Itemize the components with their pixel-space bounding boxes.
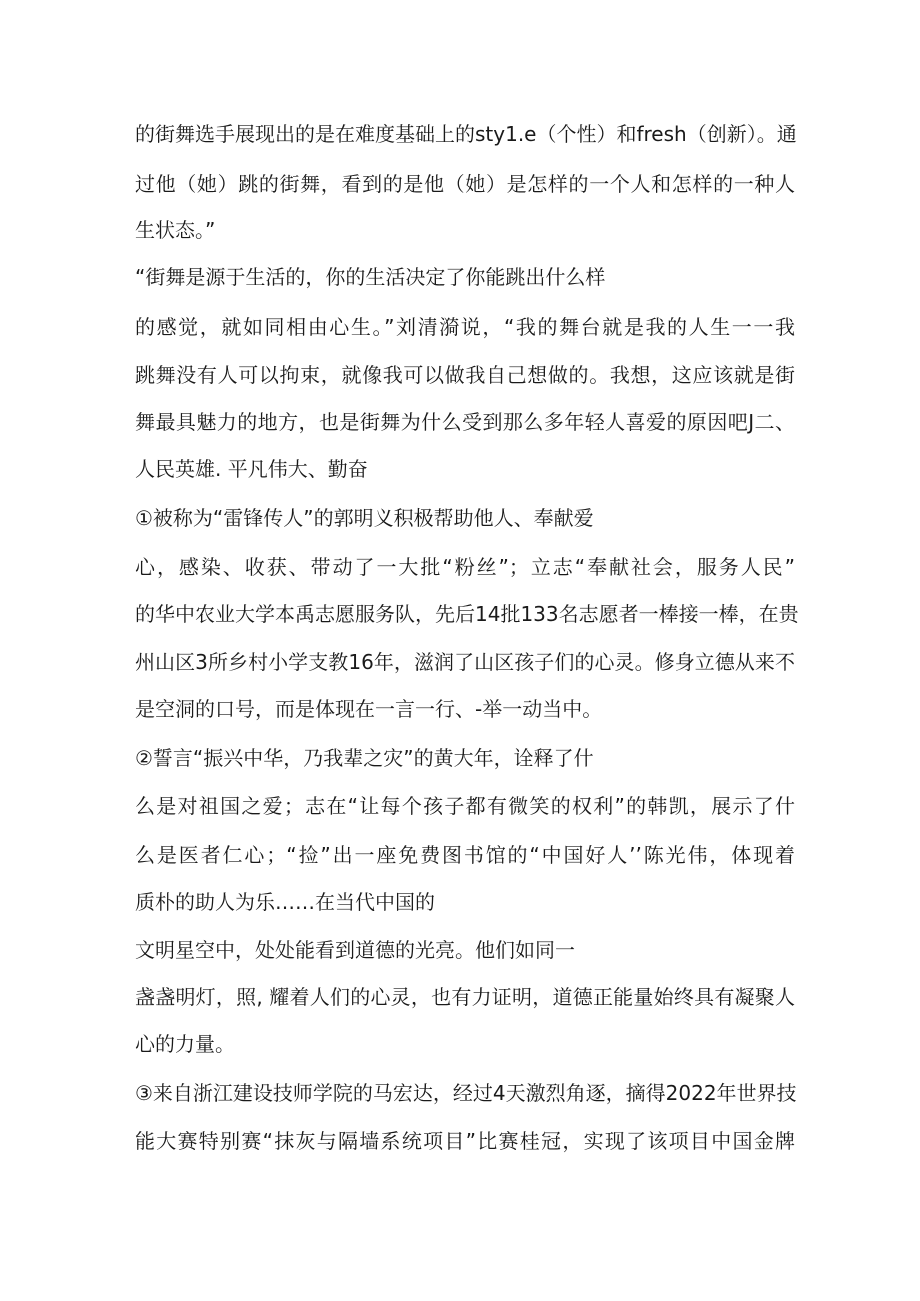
text-line-10: 心，感染、收获、带动了一大批“粉丝”；立志“奉献社会，服务人民” (135, 555, 795, 579)
text-line-15: 么是对祖国之爱；志在“让每个孩子都有微笑的权利”的韩凯，展示了什 (135, 794, 795, 818)
text-line-21: ③来自浙江建设技师学院的马宏达，经过4天激烈角逐，摘得2022年世界技 (135, 1081, 797, 1105)
text-line-4: “街舞是源于生活的，你的生活决定了你能跳出什么样 (135, 265, 606, 289)
text-line-13: 是空洞的口号，而是体现在一言一行、-举一动当中。 (135, 697, 603, 721)
text-line-12: 州山区3所乡村小学支教16年，滋润了山区孩子们的心灵。修身立德从来不 (135, 650, 795, 674)
text-line-8: 人民英雄. 平凡伟大、勤奋 (135, 457, 368, 481)
text-line-1: 的街舞选手展现出的是在难度基础上的sty1.e（个性）和fresh（创新）。通 (135, 122, 797, 146)
text-line-19: 盏盏明灯，照, 耀着人们的心灵，也有力证明，道德正能量始终具有凝聚人 (135, 985, 795, 1009)
text-line-18: 文明星空中，处处能看到道德的光亮。他们如同一 (135, 938, 575, 962)
text-line-6: 跳舞没有人可以拘束，就像我可以做我自己想做的。我想，这应该就是街 (135, 363, 795, 387)
text-line-14: ②誓言“振兴中华，乃我辈之灾”的黄大年，诠释了什 (135, 746, 594, 770)
text-line-20: 心的力量。 (135, 1032, 235, 1056)
text-line-3: 生状态。” (135, 218, 216, 242)
text-line-16: 么是医者仁心；“捡”出一座免费图书馆的“中国好人’’陈光伟，体现着 (135, 843, 795, 867)
text-line-17: 质朴的助人为乐……在当代中国的 (135, 890, 435, 914)
text-line-22: 能大赛特别赛“抹灰与隔墙系统项目”比赛桂冠，实现了该项目中国金牌 (135, 1129, 795, 1153)
text-line-11: 的华中农业大学本禹志愿服务队，先后14批133名志愿者一棒接一棒，在贵 (135, 602, 799, 626)
text-line-9: ①被称为“雷锋传人”的郭明义积极帮助他人、奉献爱 (135, 506, 594, 530)
text-line-2: 过他（她）跳的街舞，看到的是他（她）是怎样的一个人和怎样的一种人 (135, 172, 795, 196)
text-line-7: 舞最具魅力的地方，也是街舞为什么受到那么多年轻人喜爱的原因吧J二、 (135, 410, 795, 434)
text-line-5: 的感觉，就如同相由心生。”刘清漪说，“我的舞台就是我的人生一一我 (135, 315, 795, 339)
